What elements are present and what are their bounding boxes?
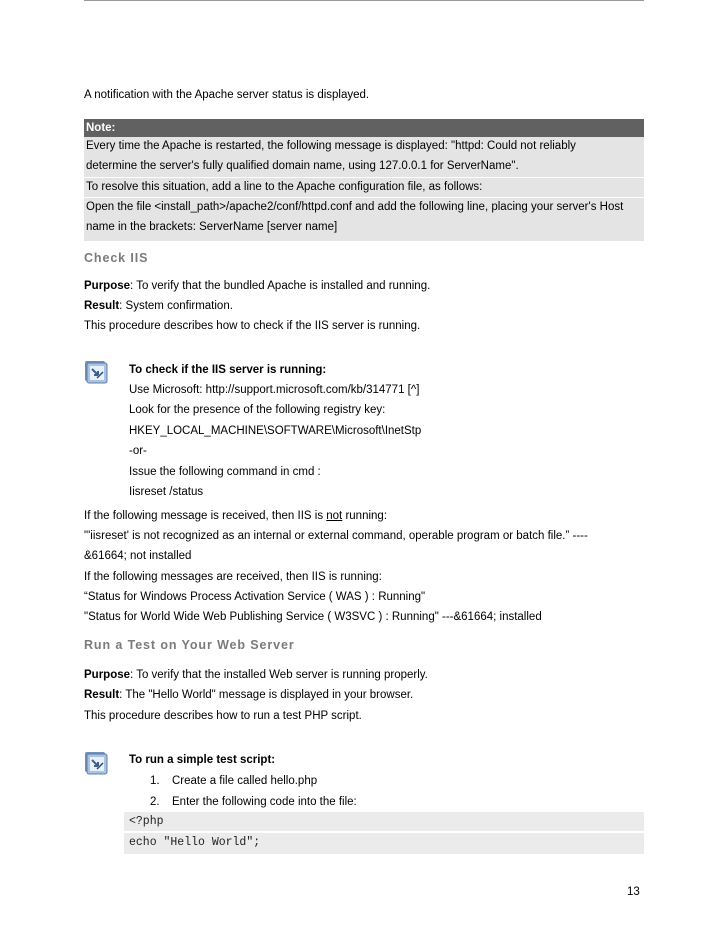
result-text: : The "Hello World" message is displayed in your browser.	[119, 689, 414, 701]
note-line: name in the brackets: ServerName [server name]	[86, 221, 338, 233]
procedure-description: This procedure describes how to run a test PHP script.	[84, 710, 362, 722]
purpose-line	[84, 279, 430, 293]
code-block-line	[124, 812, 644, 831]
note-line: To resolve this situation, add a line to the Apache configuration file, as follows:	[86, 181, 483, 193]
note-line: Open the file <install_path>/apache2/conf/httpd.conf and add the following line, placing your server's Host	[86, 201, 624, 213]
note-label: Note:	[86, 122, 116, 134]
procedure-step: Use Microsoft: http://support.microsoft.com/kb/314771 [^]	[129, 384, 420, 396]
running-condition: If the following messages are received, then IIS is running:	[84, 571, 382, 583]
error-message-line: "'iisreset' is not recognized as an internal or external command, operable program or batch file.” ----	[84, 530, 588, 542]
result-label: Result	[84, 689, 120, 701]
purpose-line	[84, 668, 428, 682]
procedure-step: Look for the presence of the following registry key:	[129, 404, 386, 416]
error-message-line: &61664; not installed	[84, 550, 192, 562]
status-line: "Status for World Wide Web Publishing Service ( W3SVC ) : Running" ---&61664; installed	[84, 611, 542, 623]
result-text: : System confirmation.	[119, 300, 233, 312]
list-number: 1.	[150, 775, 160, 787]
section-heading-check-iis: Check IIS	[84, 251, 149, 265]
procedure-title: To run a simple test script:	[129, 754, 276, 766]
procedure-description: This procedure describes how to check if the IIS server is running.	[84, 320, 421, 332]
not-running-condition: If the following message is received, then IIS is not running:	[84, 510, 388, 522]
not-emphasis: not	[326, 510, 343, 522]
procedure-step: Issue the following command in cmd :	[129, 466, 321, 478]
purpose-label: Purpose	[84, 280, 131, 292]
code-line: echo "Hello World";	[129, 836, 261, 849]
intro-text: A notification with the Apache server status is displayed.	[84, 89, 370, 101]
page-number: 13	[627, 886, 640, 898]
registry-key-text: HKEY_LOCAL_MACHINE\SOFTWARE\Microsoft\InetStp	[129, 425, 422, 437]
purpose-text: : To verify that the bundled Apache is installed and running.	[130, 280, 431, 292]
procedure-title: To check if the IIS server is running:	[129, 364, 327, 376]
command-text: Iisreset /status	[129, 486, 204, 498]
result-line	[84, 688, 413, 702]
top-rule	[84, 0, 644, 1]
purpose-label: Purpose	[84, 669, 131, 681]
result-line	[84, 299, 233, 313]
procedure-step: -or-	[129, 445, 147, 457]
note-line: determine the server's fully qualified domain name, using 127.0.0.1 for ServerName".	[86, 160, 519, 172]
result-label: Result	[84, 300, 120, 312]
note-divider	[84, 177, 644, 178]
note-header-bar	[84, 119, 644, 137]
section-heading-run-test: Run a Test on Your Web Server	[84, 638, 295, 652]
list-item: Enter the following code into the file:	[172, 796, 357, 808]
status-line: “Status for Windows Process Activation Service ( WAS ) : Running"	[84, 591, 426, 603]
procedure-step-icon	[83, 750, 109, 776]
code-line: <?php	[129, 815, 164, 828]
purpose-text: : To verify that the installed Web server is running properly.	[130, 669, 428, 681]
list-number: 2.	[150, 796, 160, 808]
procedure-step-icon	[83, 359, 109, 385]
note-divider	[84, 197, 644, 198]
list-item: Create a file called hello.php	[172, 775, 318, 787]
note-line: Every time the Apache is restarted, the following message is displayed: "httpd: Could not reliably	[86, 140, 576, 152]
